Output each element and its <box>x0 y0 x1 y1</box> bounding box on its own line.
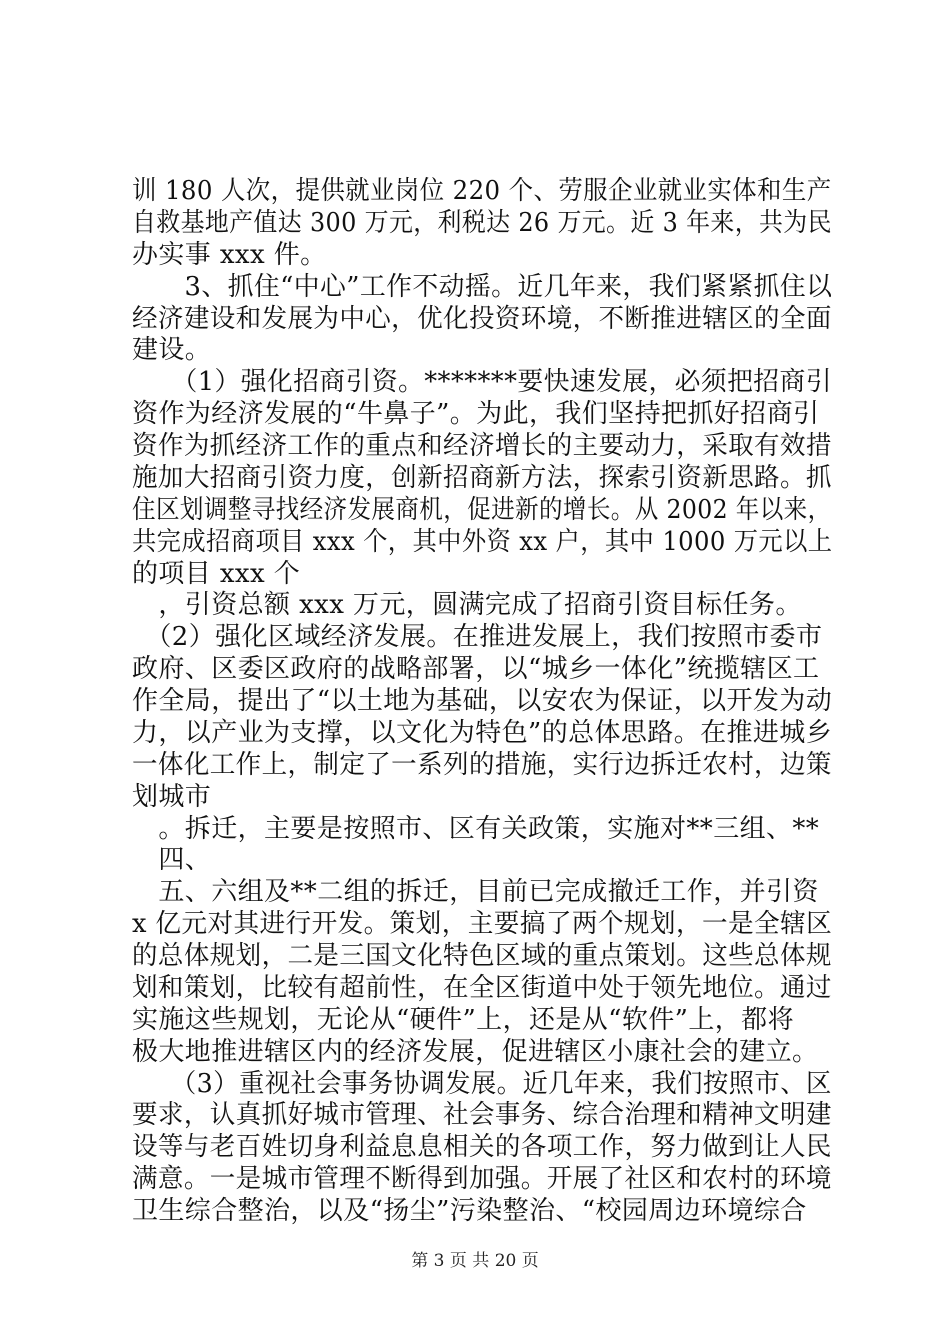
paragraph-line: 极大地推进辖区内的经济发展，促进辖区小康社会的建立。 <box>132 1036 819 1067</box>
paragraph-line: 3、抓住“中心”工作不动摇。近几年来，我们紧紧抓住以 <box>132 271 833 302</box>
paragraph-line: 资作为抓经济工作的重点和经济增长的主要动力，采取有效措 <box>132 431 832 461</box>
paragraph-line: 一体化工作上，制定了一系列的措施，实行边拆迁农村，边策 <box>132 749 832 780</box>
paragraph-line: 经济建设和发展为中心，优化投资环境，不断推进辖区的全面 <box>132 303 832 334</box>
paragraph-line: （1）强化招商引资。*******要快速发展，必须把招商引 <box>132 367 832 398</box>
paragraph-line: 划和策划，比较有超前性，在全区街道中处于领先地位。通过 <box>132 972 832 1003</box>
paragraph-line: 的总体规划，二是三国文化特色区域的重点策划。这些总体规 <box>132 941 832 971</box>
paragraph-line: 共完成招商项目 xxx 个，其中外资 xx 户，其中 1000 万元以上 <box>132 526 833 557</box>
paragraph-line: 资作为经济发展的“牛鼻子”。为此，我们坚持把抓好招商引 <box>132 399 820 430</box>
paragraph-line: 住区划调整寻找经济发展商机，促进新的增长。从 2002 年以来， <box>132 494 832 525</box>
paragraph-line: 要求，认真抓好城市管理、社会事务、综合治理和精神文明建 <box>132 1100 832 1131</box>
paragraph-line: 四、 <box>132 845 212 876</box>
paragraph-line: 政府、区委区政府的战略部署，以“城乡一体化”统揽辖区工 <box>132 654 820 685</box>
paragraph-line: 的项目 xxx 个 <box>132 558 301 589</box>
paragraph-line: 作全局，提出了“以土地为基础，以安农为保证，以开发为动 <box>132 686 833 716</box>
paragraph-line: 卫生综合整治，以及“扬尘”污染整治、“校园周边环境综合 <box>132 1196 807 1226</box>
paragraph-line: （2）强化区域经济发展。在推进发展上，我们按照市委市 <box>132 622 823 653</box>
paragraph-line: 办实事 xxx 件。 <box>132 239 327 270</box>
paragraph-line: x 亿元对其进行开发。策划，主要搞了两个规划，一是全辖区 <box>132 909 833 940</box>
paragraph-line: 实施这些规划，无论从“硬件”上，还是从“软件”上，都将 <box>132 1004 794 1035</box>
paragraph-line: 满意。一是城市管理不断得到加强。开展了社区和农村的环境 <box>132 1164 832 1195</box>
paragraph-line: 划城市 <box>132 781 212 812</box>
paragraph-line: ，引资总额 xxx 万元，圆满完成了招商引资目标任务。 <box>132 590 802 621</box>
page-number-footer: 第 3 页 共 20 页 <box>411 1251 539 1271</box>
paragraph-line: 建设。 <box>132 335 212 366</box>
paragraph-line: 设等与老百姓切身利益息息相关的各项工作，努力做到让人民 <box>132 1132 832 1163</box>
paragraph-line: 自救基地产值达 300 万元，利税达 26 万元。近 3 年来，共为民 <box>132 207 832 238</box>
paragraph-line: （3）重视社会事务协调发展。近几年来，我们按照市、区 <box>132 1068 832 1099</box>
paragraph-line: 。拆迁，主要是按照市、区有关政策，实施对**三组、** <box>132 813 820 844</box>
paragraph-line: 五、六组及**二组的拆迁，目前已完成撤迁工作，并引资 <box>132 877 819 908</box>
paragraph-line: 力，以产业为支撑，以文化为特色”的总体思路。在推进城乡 <box>132 717 833 748</box>
paragraph-line: 施加大招商引资力度，创新招商新方法，探索引资新思路。抓 <box>132 462 832 493</box>
paragraph-line: 训 180 人次，提供就业岗位 220 个、劳服企业就业实体和生产 <box>132 176 832 206</box>
